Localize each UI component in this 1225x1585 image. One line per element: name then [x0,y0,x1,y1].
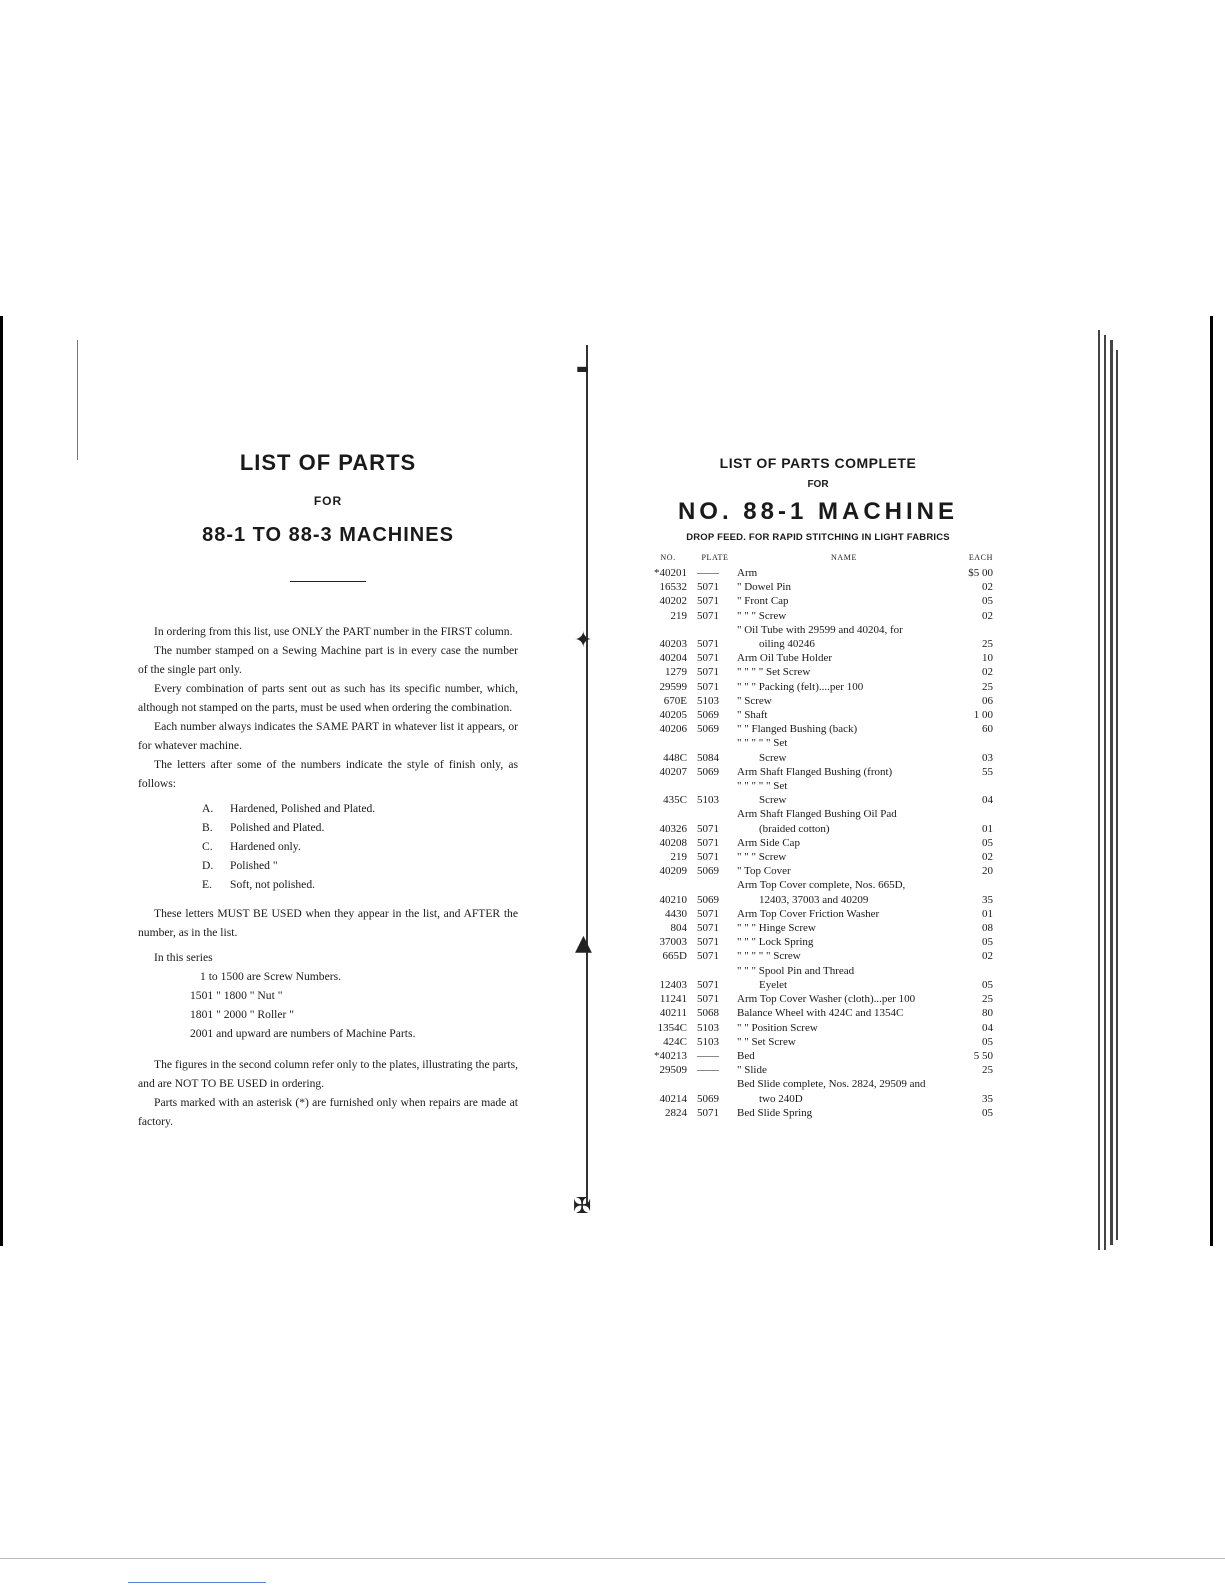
part-number: 40203 [659,638,687,651]
part-name-text: " Screw [737,694,772,707]
part-price: 05 [982,836,993,849]
part-row [643,1063,993,1077]
part-plate: 5071 [697,950,719,963]
part-price: 35 [982,893,993,906]
part-name [737,1035,951,1049]
part-plate: 5103 [697,1035,719,1048]
part-name [737,680,951,694]
part-row [643,580,993,594]
part-plate: 5071 [697,851,719,864]
part-row [643,594,993,608]
part-name-text: " Slide [737,1064,767,1077]
part-row [643,878,993,906]
part-plate: 5071 [697,680,719,693]
part-price: 10 [982,652,993,665]
part-plate: 5071 [697,978,719,991]
part-number: 219 [670,851,687,864]
part-plate: 5069 [697,765,719,778]
part-row [643,907,993,921]
part-price: 05 [982,595,993,608]
part-price: 03 [982,751,993,764]
finish-item: D. Polished " [202,859,278,872]
part-name [737,580,951,594]
part-plate: 5071 [697,836,719,849]
part-name-text: " " " Hinge Screw [737,922,816,935]
part-plate: 5069 [697,865,719,878]
part-price: 06 [982,694,993,707]
scan-bottom-line [0,1558,1225,1559]
part-row [643,992,993,1006]
must-use-note: These letters MUST BE USED when they appear in the list, and AFTER the number, as in the list. In this series [138,904,518,967]
part-row [643,921,993,935]
paragraph: The letters after some of the numbers indicate the style of finish only, as follows: [138,758,518,790]
part-name-text: " " Flanged Bushing (back) [737,723,858,736]
part-row [643,1049,993,1063]
part-number: 804 [670,922,687,935]
part-number: 670E [663,694,687,707]
series-item: 1501 " 1800 " Nut " [190,989,283,1002]
part-price: 02 [982,851,993,864]
part-plate: 5071 [697,666,719,679]
part-name [737,708,951,722]
machine-title: NO. 88-1 MACHINE [677,498,959,525]
part-name-continued: Screw [759,794,787,807]
part-price: 20 [982,865,993,878]
part-plate: 5071 [697,609,719,622]
part-row [643,1077,993,1105]
part-number: 40205 [659,709,687,722]
scan-link-underline [128,1582,266,1583]
machine-subtitle: DROP FEED. FOR RAPID STITCHING IN LIGHT FABRICS [686,532,950,543]
title-rule [290,581,366,582]
part-name [737,807,951,835]
finish-item: A. Hardened, Polished and Plated. [202,802,376,815]
part-plate: 5069 [697,709,719,722]
part-price: 5 50 [973,1049,993,1062]
part-number: 40211 [659,1007,687,1020]
part-name [737,609,951,623]
part-plate: 5084 [697,751,719,764]
part-number: 40214 [659,1092,687,1105]
part-plate: 5103 [697,794,719,807]
part-plate: 5071 [697,652,719,665]
part-name-text: " " " Packing (felt)....per 100 [737,680,864,693]
part-name-continued: two 240D [759,1092,803,1105]
part-name [737,651,951,665]
part-row [643,694,993,708]
ordering-instructions [138,622,518,793]
left-margin-mark [77,340,78,460]
part-name [737,694,951,708]
part-row [643,850,993,864]
part-name [737,964,951,992]
part-row [643,1006,993,1020]
part-row [643,765,993,779]
part-name [737,1049,951,1063]
part-name-text: Balance Wheel with 424C and 1354C [737,1007,904,1020]
part-name-continued: oiling 40246 [759,638,815,651]
part-number: 37003 [659,936,687,949]
part-plate: 5068 [697,1007,719,1020]
part-name [737,992,951,1006]
part-price: 04 [982,1021,993,1034]
part-price: 05 [982,1106,993,1119]
part-name-continued: Screw [759,751,787,764]
part-plate: 5071 [697,922,719,935]
part-name-text: Arm Side Cap [737,836,800,849]
part-name-text: Bed Slide complete, Nos. 2824, 29509 and [737,1078,926,1091]
part-price: 01 [982,822,993,835]
part-price: 25 [982,680,993,693]
part-row [643,1021,993,1035]
part-row [643,609,993,623]
part-name-text: " " " " " Set [737,780,788,793]
scan-edge-left [0,316,3,1246]
part-name [737,921,951,935]
part-number: 2824 [665,1106,687,1119]
part-number: 40210 [659,893,687,906]
page-stack-line [1104,335,1106,1250]
part-number: 12403 [659,978,687,991]
part-plate: 5069 [697,723,719,736]
col-each: EACH [968,553,993,562]
part-name [737,566,951,580]
page-stack-line [1110,340,1113,1245]
finish-item: E. Soft, not polished. [202,878,316,891]
part-number: 665D [662,950,687,963]
paragraph: In ordering from this list, use ONLY the PART number in the FIRST column. [154,625,513,638]
page-stack-line [1116,350,1118,1240]
part-number: 1279 [665,666,687,679]
parts-list [643,566,993,1120]
part-price: 02 [982,581,993,594]
part-number: *40213 [654,1049,687,1062]
series-item: 2001 and upward are numbers of Machine Parts. [190,1027,416,1040]
gutter-mark-lower: ✠ [573,1194,592,1219]
col-no: NO. [660,553,676,562]
part-row [643,779,993,807]
part-row [643,722,993,736]
scan-edge-right [1210,316,1213,1246]
part-plate: 5071 [697,993,719,1006]
part-name [737,1077,951,1105]
parts-column-headers [643,553,993,562]
part-price: 80 [982,1007,993,1020]
part-number: 1354C [657,1021,687,1034]
part-name-text: " " " Spool Pin and Thread [737,964,855,977]
part-row [643,935,993,949]
left-for: FOR [313,494,343,508]
part-plate: —— [697,567,719,579]
part-name-text: Arm [737,567,758,579]
part-row [643,1035,993,1049]
part-name-text: Arm Top Cover complete, Nos. 665D, [737,879,906,892]
finish-item: B. Polished and Plated. [202,821,325,834]
part-name [737,665,951,679]
part-price: 04 [982,794,993,807]
part-number: 40326 [659,822,687,835]
part-plate: 5071 [697,581,719,594]
part-name-text: " " " Screw [737,851,787,864]
part-price: 02 [982,950,993,963]
part-name-text: " " Set Screw [737,1035,796,1048]
part-price: 01 [982,907,993,920]
part-row [643,680,993,694]
part-name [737,1063,951,1077]
part-name [737,878,951,906]
part-name-text: Arm Top Cover Friction Washer [737,907,880,920]
part-name-text: Bed Slide Spring [737,1106,813,1119]
part-number: 4430 [665,907,687,920]
series-item: 1801 " 2000 " Roller " [190,1008,295,1021]
part-name-text: Arm Shaft Flanged Bushing (front) [737,765,893,778]
left-title: LIST OF PARTS [239,450,417,475]
finish-item: C. Hardened only. [202,840,301,853]
gutter-mark-upper: ✦ [574,628,593,653]
part-price: 25 [982,993,993,1006]
part-name-continued: Eyelet [759,978,788,991]
part-number: 219 [670,609,687,622]
part-name-text: " " Position Screw [737,1021,818,1034]
page-stack-line [1098,330,1100,1250]
part-name [737,949,951,963]
part-number: 40206 [659,723,687,736]
closing-notes: The figures in the second column refer only to the plates, illustrating the parts, and are NOT TO BE USED in ordering. Parts marked with an asterisk (*) are furnished only when repairs are made at factory. [138,1058,518,1128]
part-number: *40201 [654,567,687,579]
part-name-text: " " " " Set Screw [737,666,811,679]
part-name [737,907,951,921]
part-name-text: " " " Lock Spring [737,936,814,949]
part-name-text: " " " " " Screw [737,950,801,963]
part-name-text: " Shaft [737,709,768,722]
col-name: NAME [831,553,857,562]
part-row [643,949,993,963]
part-price: 08 [982,922,993,935]
part-plate: 5071 [697,595,719,608]
gutter-mark-middle: ▲ [575,931,592,956]
left-subtitle: 88-1 TO 88-3 MACHINES [202,524,454,546]
part-row [643,708,993,722]
part-name [737,765,951,779]
part-row [643,864,993,878]
part-number: 448C [663,751,687,764]
part-row [643,665,993,679]
part-name-text: Arm Oil Tube Holder [737,652,833,665]
part-price: 25 [982,1064,993,1077]
part-name [737,836,951,850]
part-name [737,864,951,878]
part-plate: 5071 [697,638,719,651]
paragraph: Each number always indicates the SAME PART in whatever list it appears, or for whatever machine. [138,720,518,752]
part-name-text: Arm Shaft Flanged Bushing Oil Pad [737,808,897,821]
part-name-text: Bed [737,1049,755,1062]
part-number: 16532 [659,581,687,594]
part-price: 05 [982,978,993,991]
part-name-continued: 12403, 37003 and 40209 [759,893,869,906]
part-name [737,779,951,807]
part-name-text: " Dowel Pin [737,581,791,594]
part-name-text: " " " Screw [737,609,787,622]
part-row [643,836,993,850]
part-number: 11241 [659,993,687,1006]
col-plate: PLATE [701,553,729,562]
part-plate: 5103 [697,1021,719,1034]
part-number: 40209 [659,865,687,878]
part-name [737,736,951,764]
part-number: 29509 [659,1064,687,1077]
part-row [643,736,993,764]
part-price: 02 [982,666,993,679]
series-item: 1 to 1500 are Screw Numbers. [200,970,342,983]
part-plate: 5071 [697,822,719,835]
series-intro: In this series [154,951,213,964]
part-name-text: Arm Top Cover Washer (cloth)...per 100 [737,993,916,1006]
part-name [737,1106,951,1120]
part-row [643,651,993,665]
left-page [138,450,518,1131]
part-price: 35 [982,1092,993,1105]
part-price: 02 [982,609,993,622]
right-page [643,455,993,1120]
part-row [643,566,993,580]
part-price: 55 [982,765,993,778]
part-name [737,623,951,651]
part-plate: —— [697,1064,719,1077]
part-name [737,1006,951,1020]
finish-list [202,799,518,894]
part-number: 435C [663,794,687,807]
part-row [643,964,993,992]
part-row [643,1106,993,1120]
part-price: $5 00 [968,567,993,579]
part-name-text: " Oil Tube with 29599 and 40204, for [737,623,903,636]
part-name-text: " Front Cap [737,595,789,608]
part-plate: 5071 [697,936,719,949]
part-row [643,623,993,651]
part-number: 40204 [659,652,687,665]
page-gutter [586,345,588,1205]
paragraph: The number stamped on a Sewing Machine part is in every case the number of the single part only. [138,644,518,676]
part-price: 05 [982,936,993,949]
part-name [737,722,951,736]
part-number: 40207 [659,765,687,778]
part-number: 29599 [659,680,687,693]
part-name [737,935,951,949]
part-number: 40202 [659,595,687,608]
part-name [737,850,951,864]
part-name [737,1021,951,1035]
part-name-continued: (braided cotton) [759,822,830,835]
part-name-text: " Top Cover [737,865,791,878]
part-plate: 5071 [697,907,719,920]
gutter-mark-top: ▬ [576,361,590,377]
series-list [190,967,518,1043]
part-number: 424C [663,1035,687,1048]
part-price: 05 [982,1035,993,1048]
part-price: 25 [982,638,993,651]
part-price: 1 00 [973,709,993,722]
part-number: 40208 [659,836,687,849]
part-name-text: " " " " " Set [737,737,788,750]
part-plate: —— [697,1049,719,1062]
part-plate: 5071 [697,1106,719,1119]
paragraph: Every combination of parts sent out as such has its specific number, which, although not stamped on the parts, must be used when ordering the combination. [138,682,518,714]
right-heading: LIST OF PARTS COMPLETE [719,455,917,471]
right-for: FOR [807,479,829,490]
part-plate: 5069 [697,1092,719,1105]
part-price: 60 [982,723,993,736]
part-plate: 5103 [697,694,719,707]
part-row [643,807,993,835]
part-plate: 5069 [697,893,719,906]
part-name [737,594,951,608]
